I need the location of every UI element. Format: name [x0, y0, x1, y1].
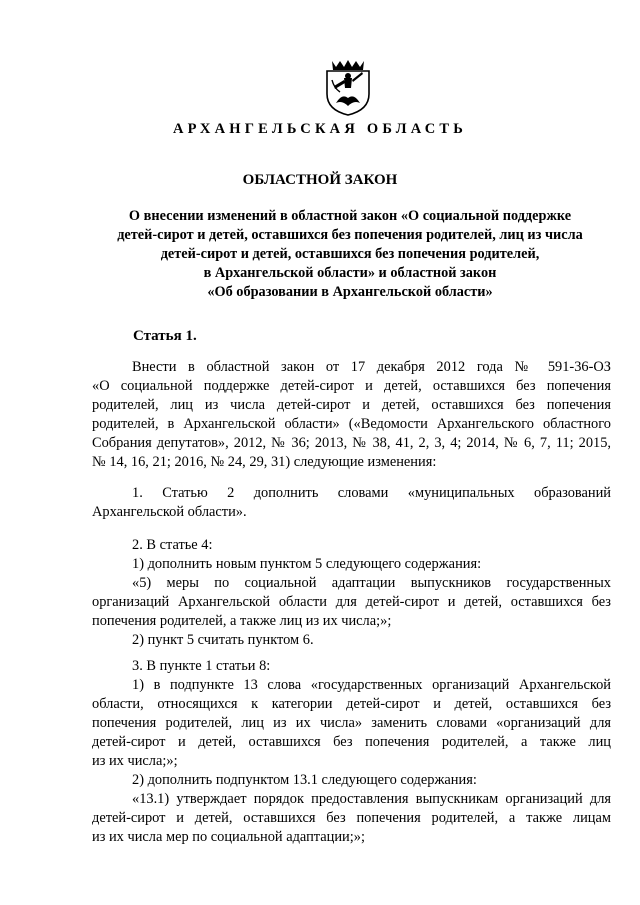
paragraph-line: попечения родителей, а также лиц из их числа;»;: [92, 613, 392, 629]
paragraph-line: детей-сирот и детей, оставшихся без попечения родителей, а также лиц: [92, 734, 611, 750]
article-item-3: [92, 657, 611, 847]
article-item-1: [92, 484, 611, 522]
paragraph-line: родителей, в Архангельской области» («Ведомости Архангельского областного: [92, 416, 611, 432]
law-title: [60, 207, 640, 302]
paragraph-line: 2. В статье 4:: [132, 537, 213, 553]
article-intro: [92, 358, 611, 472]
paragraph-line: 1. Статью 2 дополнить словами «муниципальных образований: [132, 485, 611, 501]
paragraph-line: 2) пункт 5 считать пунктом 6.: [132, 632, 314, 648]
paragraph-line: попечения родителей, лиц из их числа» заменить словами «организаций для: [92, 715, 611, 731]
paragraph-line: родителей, лиц из числа детей-сирот и детей, оставшихся без попечения: [92, 397, 611, 413]
law-title-line: О внесении изменений в областной закон «О социальной поддержке: [128, 208, 572, 224]
paragraph-line: детей-сирот и детей, оставшихся без попечения родителей, а также лицам: [92, 810, 611, 826]
paragraph-line: «О социальной поддержке детей-сирот и детей, оставшихся без попечения: [92, 378, 611, 394]
law-title-line: детей-сирот и детей, оставшихся без попечения родителей, лиц из числа: [117, 227, 583, 243]
paragraph-line: Архангельской области».: [92, 504, 247, 520]
paragraph-line: области, относящихся к категории детей-сирот и детей, оставшихся без: [92, 696, 611, 712]
paragraph-line: Собрания депутатов», 2012, № 36; 2013, № 38, 41, 2, 3, 4; 2014, № 6, 7, 11; 2015,: [92, 435, 611, 451]
paragraph-line: 2) дополнить подпунктом 13.1 следующего содержания:: [132, 772, 477, 788]
law-title-line: в Архангельской области» и областной закон: [203, 265, 497, 281]
paragraph-line: 1) в подпункте 13 слова «государственных организаций Архангельской: [132, 677, 611, 693]
paragraph-line: «13.1) утверждает порядок предоставления выпускникам организаций для: [132, 791, 611, 807]
paragraph-line: из их числа мер по социальной адаптации;»;: [92, 829, 365, 845]
law-title-line: детей-сирот и детей, оставшихся без попечения родителей,: [160, 246, 540, 262]
paragraph-line: 3. В пункте 1 статьи 8:: [132, 658, 271, 674]
paragraph-line: Внести в областной закон от 17 декабря 2012 года № 591-36-ОЗ: [132, 359, 611, 375]
article-item-2: [92, 536, 611, 650]
coat-of-arms-icon: [318, 58, 378, 116]
paragraph-line: из их числа;»;: [92, 753, 178, 769]
paragraph-line: «5) меры по социальной адаптации выпускников государственных: [132, 575, 611, 591]
paragraph-line: 1) дополнить новым пунктом 5 следующего содержания:: [132, 556, 482, 572]
paragraph-line: № 14, 16, 21; 2016, № 24, 29, 31) следующие изменения:: [92, 454, 437, 470]
article-heading: Статья 1.: [133, 328, 197, 344]
paragraph-line: организаций Архангельской области для детей-сирот и детей, оставшихся без: [92, 594, 611, 610]
law-type-heading: ОБЛАСТНОЙ ЗАКОН: [242, 172, 398, 188]
region-name: АРХАНГЕЛЬСКАЯ ОБЛАСТЬ: [172, 121, 468, 137]
law-title-line: «Об образовании в Архангельской области»: [207, 284, 493, 300]
